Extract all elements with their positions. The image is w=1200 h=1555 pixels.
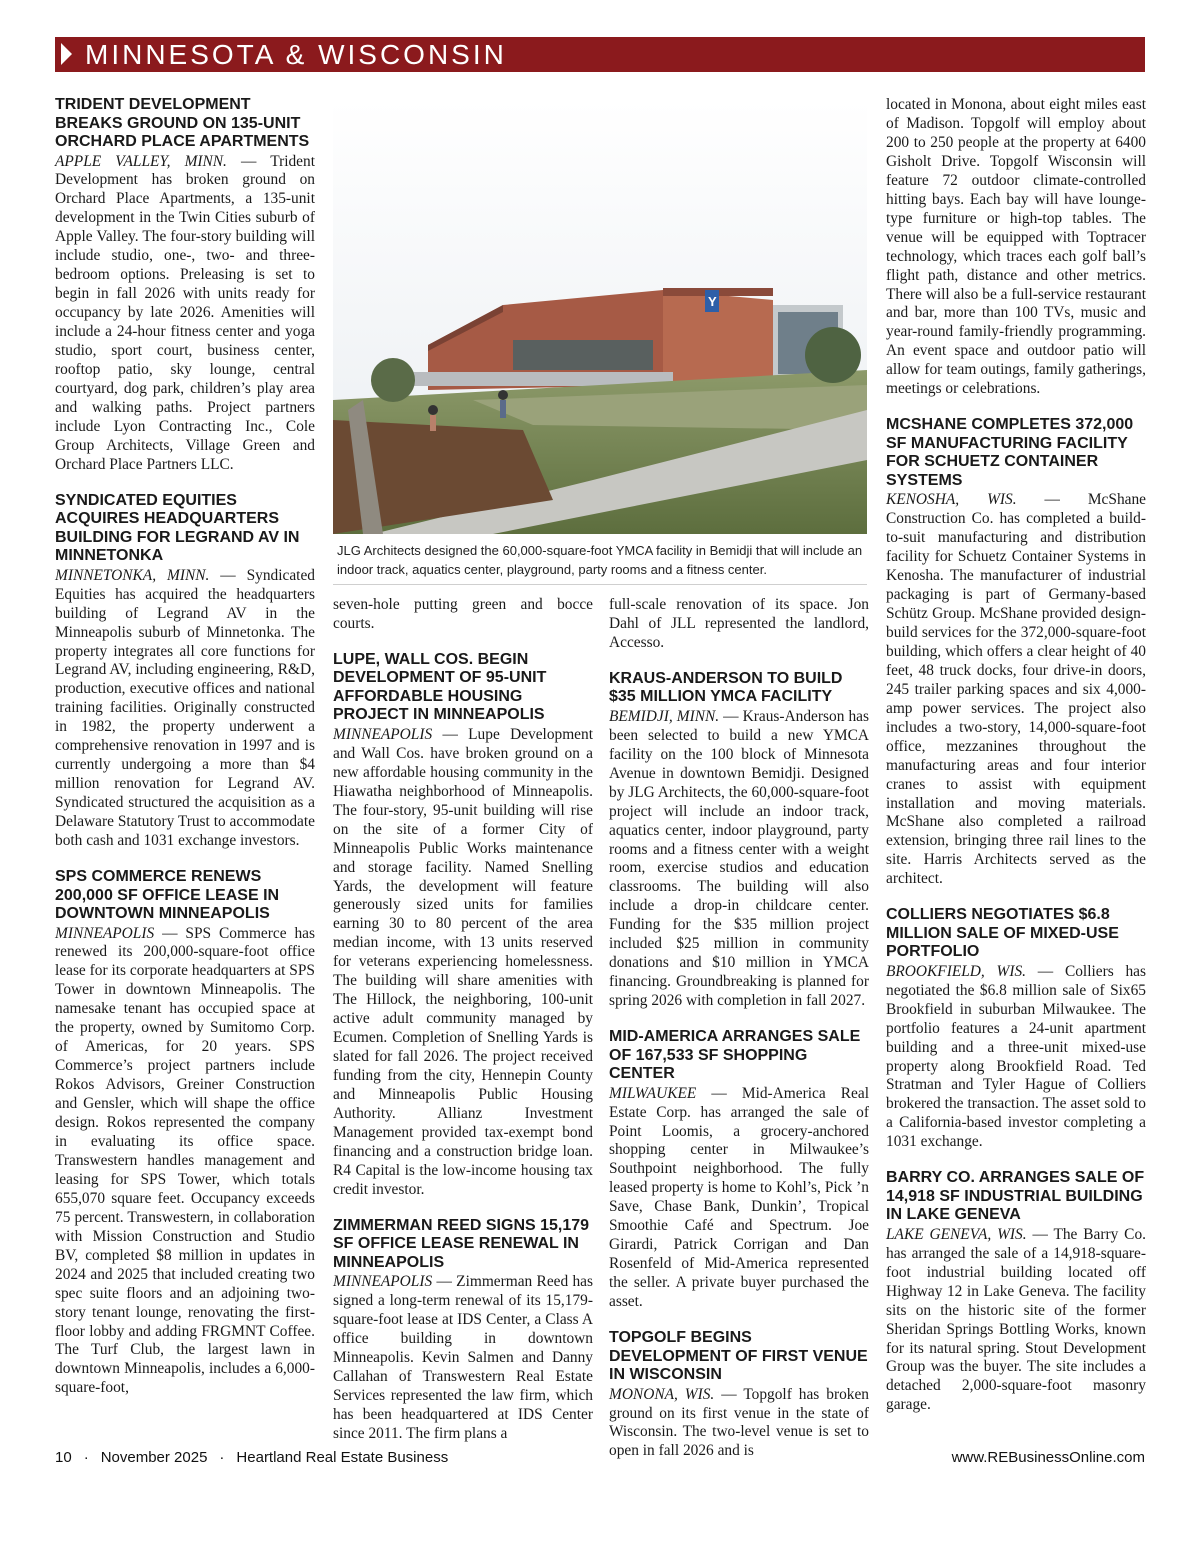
website-link[interactable]: www.REBusinessOnline.com [951,1449,1145,1466]
article-body [55,925,315,1399]
article-headline: SYNDICATED EQUITIES ACQUIRES HEADQUARTERS BUILDING FOR LEGRAND AV IN MINNETONKA [55,491,300,565]
article-dateline: MINNEAPOLIS [333,725,433,743]
article-barry [886,1169,1146,1415]
column-4 [886,96,1146,1438]
footer-separator: · [219,1449,225,1466]
article-body [333,1273,593,1444]
article-dateline: MINNETONKA, MINN. [55,566,210,584]
article-continuation: seven-hole putting green and bocce courts. [333,596,593,632]
article-body [609,1085,869,1312]
article-body [886,1226,1146,1416]
article-sps [55,868,315,1398]
article-headline: LUPE, WALL COS. BEGIN DEVELOPMENT OF 95-UNIT AFFORDABLE HOUSING PROJECT IN MINNEAPOLIS [333,650,547,724]
article-dateline: KENOSHA, WIS. [886,491,1017,509]
article-topgolf [609,1329,869,1461]
article-zimmerman [333,1217,593,1444]
article-headline: MCSHANE COMPLETES 372,000 SF MANUFACTURING FACILITY FOR SCHUETZ CONTAINER SYSTEMS [886,416,1134,489]
article-continuation: full-scale renovation of its space. Jon Dahl of JLL represented the landlord, Accesso. [609,596,869,651]
article-colliers [886,906,1146,1152]
figure-caption: JLG Architects designed the 60,000-square-foot YMCA facility in Bemidji that will include an indoor track, aquatics center, playground, party rooms and a fitness center. [337,543,863,577]
article-headline: COLLIERS NEGOTIATES $6.8 MILLION SALE OF MIXED-USE PORTFOLIO [886,906,1119,961]
article-text: — McShane Construction Co. has completed a build-to-suit manufacturing and distribution facility for Schuetz Container Systems in Kenosha. The manufacturer of industrial packaging is part of Germany-based Schütz Group. McShane provided design-build services for the 372,000-square-foot building, which offers a clear height of 40 feet, 48 truck docks, four drive-in doors, 245 trailer parking spaces and six 4,000-amp power services. The project also includes a two-story, 14,000-square-foot office, mezzanines throughout the manufacturing areas and four interior cranes to assist with equipment installation and moving materials. McShane also completed a railroad extension, bringing three rail lines to the site. Harris Architects served as the architect. [886,491,1146,888]
article-body [886,491,1146,889]
ymca-rendering-image [333,100,867,534]
arrow-icon [61,43,72,65]
issue-date: November 2025 [100,1449,208,1466]
article-text: — Topgolf has broken ground on its first venue in the state of Wisconsin. The two-level venue is set to open in fall 2026 and is [609,1385,869,1460]
page-number: 10 [55,1449,72,1466]
article-headline: SPS COMMERCE RENEWS 200,000 SF OFFICE LEASE IN DOWNTOWN MINNEAPOLIS [55,868,280,922]
footer-separator: · [83,1449,89,1466]
article-dateline: MILWAUKEE [609,1084,697,1102]
article-body [55,153,315,475]
article-text: — Trident Development has broken ground on Orchard Place Apartments, a 135-unit development in the Twin Cities suburb of Apple Valley. The four-story building will include studio, one-, two- and three-bedroom options. Preleasing is set to begin in fall 2026 with units ready for occupancy by late 2026. Amenities will include a 24-hour fitness center and yoga studio, sport court, business center, rooftop patio, sky lounge, central courtyard, dog park, children’s play area and walking paths. Project partners include Lyon Contracting Inc., Cole Group Architects, Village Green and Orchard Place Partners LLC. [55,152,315,473]
article-topgolf-continuation [886,96,1146,399]
article-dateline: BROOKFIELD, WIS. [886,962,1027,980]
article-body [333,726,593,1200]
column-1 [55,96,315,1438]
article-headline: TOPGOLF BEGINS DEVELOPMENT OF FIRST VENUE IN WISCONSIN [609,1329,868,1384]
section-title: MINNESOTA & WISCONSIN [85,39,507,70]
ymca-sign-letter: Y [708,294,717,309]
article-kraus-anderson [609,670,869,1011]
article-headline: TRIDENT DEVELOPMENT BREAKS GROUND ON 135-UNIT ORCHARD PLACE APARTMENTS [55,96,310,150]
article-body [609,708,869,1011]
article-text: — Colliers has negotiated the $6.8 million sale of Six65 Brookfield in suburban Milwaukee. The portfolio features a 24-unit apartment building and a three-unit mixed-use property along Brookfield Road. Ted Stratman and Tyler Hague of Colliers brokered the transaction. The asset sold to a California-based investor completing a 1031 exchange. [886,962,1146,1151]
article-mcshane [886,416,1146,889]
article-text: — Zimmerman Reed has signed a long-term renewal of its 15,179-square-foot lease at IDS Center, a Class A office building in downtown Minneapolis. Kevin Salmen and Danny Callahan of Transwestern Real Estate Services represented the law firm, which has been headquartered at IDS Center since 2011. The firm plans a [333,1273,593,1442]
article-headline: MID-AMERICA ARRANGES SALE OF 167,533 SF SHOPPING CENTER [609,1028,861,1083]
section-banner [55,37,1145,72]
article-syndicated [55,492,315,851]
publication-name: Heartland Real Estate Business [236,1449,449,1466]
article-text: — Lupe Development and Wall Cos. have broken ground on a new affordable housing community in the Hiawatha neighborhood of Minneapolis. The four-story, 95-unit building will rise on the site of a former City of Minneapolis Public Works maintenance and storage facility. Named Snelling Yards, the development will feature generously sized units for families earning 30 to 80 percent of the area median income, with 13 units reserved for veterans experiencing homelessness. The building will share amenities with The Hillock, the neighboring, 100-unit active adult community managed by Ecumen. Completion of Snelling Yards is slated for fall 2026. The project received funding from the city, Hennepin County and Minneapolis Public Housing Authority. Allianz Investment Management provided tax-exempt bond financing and a construction bridge loan. R4 Capital is the low-income housing tax credit investor. [333,725,593,1198]
article-text: — Kraus-Anderson has been selected to build a new YMCA facility on the 100 block of Minnesota Avenue in downtown Bemidji. Designed by JLG Architects, the 60,000-square-foot project will include an indoor track, aquatics center, indoor playground, party rooms and a fitness center with a weight room, exercise studios and education classrooms. The building will also include a drop-in childcare center. Funding for the $35 million project included $25 million in community donations and $10 million in YMCA financing. Groundbreaking is planned for spring 2026 with completion in fall 2027. [609,707,869,1010]
article-text: — SPS Commerce has renewed its 200,000-square-foot office lease for its corporate headquarters at SPS Tower in downtown Minneapolis. The namesake tenant has occupied space at the property, owned by Sumitomo Corp. of Americas, for 20 years. SPS Commerce’s project partners include Rokos Advisors, Greiner Construction and Gensler, which will shape the office design. Rokos represented the company in evaluating its office space. Transwestern handles management and leasing for SPS Tower, which totals 655,070 square feet. Occupancy exceeds 75 percent. Transwestern, in collaboration with Mission Construction and Studio BV, completed $8 million in updates in 2024 and 2025 that included creating two spec suite floors and an adjoining two-story tenant lounge, renovating the first-floor lobby and adding FRGMNT Coffee. The Turf Club, the largest lawn in downtown Minneapolis, includes a 6,000-square-foot, [55,924,315,1397]
column-2 [333,596,593,1442]
article-dateline: MINNEAPOLIS [333,1273,433,1291]
article-headline: KRAUS-ANDERSON TO BUILD $35 MILLION YMCA FACILITY [609,669,843,706]
article-body [55,567,315,851]
column-3 [609,596,869,1460]
article-dateline: MONONA, WIS. [609,1385,715,1403]
article-continuation: located in Monona, about eight miles east of Madison. Topgolf will employ about 200 to 250 people at the property at 6400 Gisholt Drive. Topgolf Wisconsin will feature 72 outdoor climate-controlled hitting bays. Each bay will have lounge-type furniture or high-top tables. The venue will be equipped with Toptracer technology, which traces each golf ball’s flight path, distance and other metrics. There will also be a full-service restaurant and bar, more than 100 TVs, music and year-round family-friendly programming. An event space and outdoor patio will allow for team outings, family gatherings, meetings or celebrations. [886,96,1146,398]
page-footer-left [55,1449,448,1466]
article-mid-america [609,1028,869,1312]
article-body [609,1386,869,1462]
article-zimmerman-continuation [609,596,869,653]
article-dateline: LAKE GENEVA, WIS. [886,1225,1027,1243]
article-body [886,963,1146,1153]
article-text: — The Barry Co. has arranged the sale of a 14,918-square-foot industrial building located off Highway 12 in Lake Geneva. The facility sits on the historic site of the former Sheridan Springs Bottling Works, known for its natural spring. Stout Development Group was the buyer. The site includes a detached 2,000-square-foot masonry garage. [886,1225,1146,1414]
article-sps-continuation [333,596,593,634]
article-dateline: BEMIDJI, MINN. [609,707,720,725]
ymca-rendering-figure [333,100,867,585]
article-lupe [333,651,593,1200]
article-trident [55,96,315,475]
article-text: — Syndicated Equities has acquired the headquarters building of Legrand AV in the Minneapolis suburb of Minnetonka. The property integrates all core functions for Legrand AV, including engineering, R&D, production, executive offices and national training facilities. Originally constructed in 1982, the property underwent a comprehensive renovation in 1997 and is currently undergoing a more than $4 million renovation for Legrand AV. Syndicated structured the acquisition as a Delaware Statutory Trust to accommodate both cash and 1031 exchange investors. [55,566,315,850]
article-headline: BARRY CO. ARRANGES SALE OF 14,918 SF INDUSTRIAL BUILDING IN LAKE GENEVA [886,1169,1145,1224]
article-text: — Mid-America Real Estate Corp. has arranged the sale of Point Loomis, a grocery-anchored shopping center in Milwaukee’s Southpoint neighborhood. The fully leased property is home to Kohl’s, Pick ’n Save, Chase Bank, Dunkin’, Tropical Smoothie Café and Spectrum. Joe Girardi, Patrick Corrigan and Dan Rosenfeld of Mid-America represented the seller. A private buyer purchased the asset. [609,1084,869,1311]
article-headline: ZIMMERMAN REED SIGNS 15,179 SF OFFICE LEASE RENEWAL IN MINNEAPOLIS [333,1216,590,1271]
article-dateline: APPLE VALLEY, MINN. [55,152,227,170]
article-dateline: MINNEAPOLIS [55,924,155,942]
